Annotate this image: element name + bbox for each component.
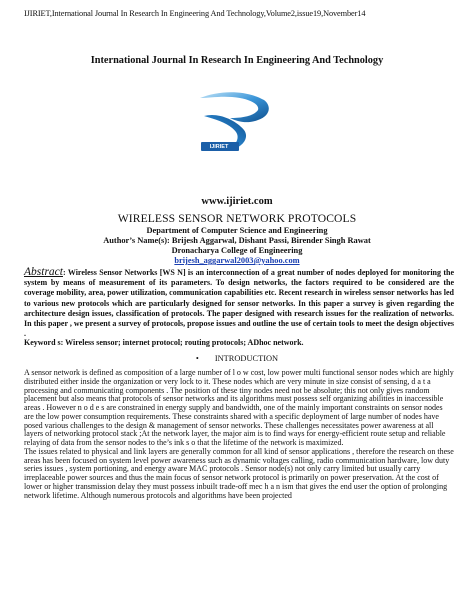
section-heading-text: INTRODUCTION [214, 354, 279, 363]
paper-title: WIRELESS SENSOR NETWORK PROTOCOLS [117, 212, 357, 225]
body-text [24, 369, 454, 500]
authors: Author’s Name(s): Brijesh Aggarwal, Dishant Passi, Birender Singh Rawat [103, 236, 371, 245]
body-paragraph-1: A sensor network is defined as composition of a large number of l o w cost, low power multi functional sensor nodes which are highly distributed either inside the organization or very lock to it. These nodes which are very minute in size consist of sensing, d a t a processing and communicating components . The position of these tiny nodes need not be absolute; this not only gives random placement but also means that protocols of sensor networks and its algorithms must possess self organizing abilities in inaccessible areas . However n o d e s are constrained in energy supply and bandwidth, one of the mainly important constraints on sensor nodes are the low power consumption requirements. These constraints shared with a specific deployment of large number of nodes have posed various challenges to the design & management of sensor networks. These challenges necessitates power awareness at all layers of networking protocol stack ;At the network layer, the major aim is to find ways for energy-efficient route setup and reliable relaying of data from the sensor nodes to the’s ink s o that the lifetime of the network is maximized. [24, 368, 454, 447]
section-heading-introduction [0, 354, 474, 363]
abstract-label: Abstract [24, 266, 63, 278]
journal-title: International Journal In Research In Engineering And Technology [90, 55, 384, 66]
body-paragraph-2: The issues related to physical and link layers are generally common for all kind of sensor applications , therefore the research on these areas has been focused on system level power awareness such as dynamic voltages calling, radio communication hardware, low duty series issues , system portioning, and energy aware MAC protocols . Sensor node(s) not only carry limited but usually carry irreplaceable power sources and thus the main focus of sensor network protocol is primarily on power preservation. At the cost of lower or higher transmission delay they must possess inbuilt trade-off mec h a n ism that gives the end user the option of prolonging network lifetime. Although numerous protocols and algorithms have been projected [24, 446, 454, 500]
author-email-link[interactable]: brijesh_aggarwal2003@yahoo.com [174, 256, 300, 265]
department: Department of Computer Science and Engineering [146, 226, 328, 235]
running-header: IJIRIET,International Journal In Research In Engineering And Technology,Volume2,issue19,November14 [24, 9, 366, 18]
keywords: Keyword s: Wireless sensor; internet protocol; routing protocols; ADhoc network. [24, 338, 304, 347]
college: Dronacharya College of Engineering [171, 246, 303, 255]
journal-logo [198, 86, 278, 161]
logo-text: IJIRIET [209, 144, 229, 150]
abstract [24, 267, 454, 339]
abstract-text: : Wireless Sensor Networks [WS N] is an interconnection of a great number of nodes deployed for monitoring the system by means of measurement of its parameters. To design networks, the factors required to be considered are the coverage mobility, area, power utilization, communication capabilities etc. Recent research in wireless sensor networks has led to various new protocols which are particularly designed for sensor networks. In this paper a survey is given regarding the architecture design issues, classification of protocols. The paper designed with research issues for the realization of networks. In this paper , we present a survey of protocols, propose issues and outline the use of certain tools to meet the design objectives . [24, 268, 454, 339]
journal-website: www.ijiriet.com [201, 196, 273, 207]
email-line [0, 256, 474, 265]
bullet-icon: • [195, 354, 199, 363]
